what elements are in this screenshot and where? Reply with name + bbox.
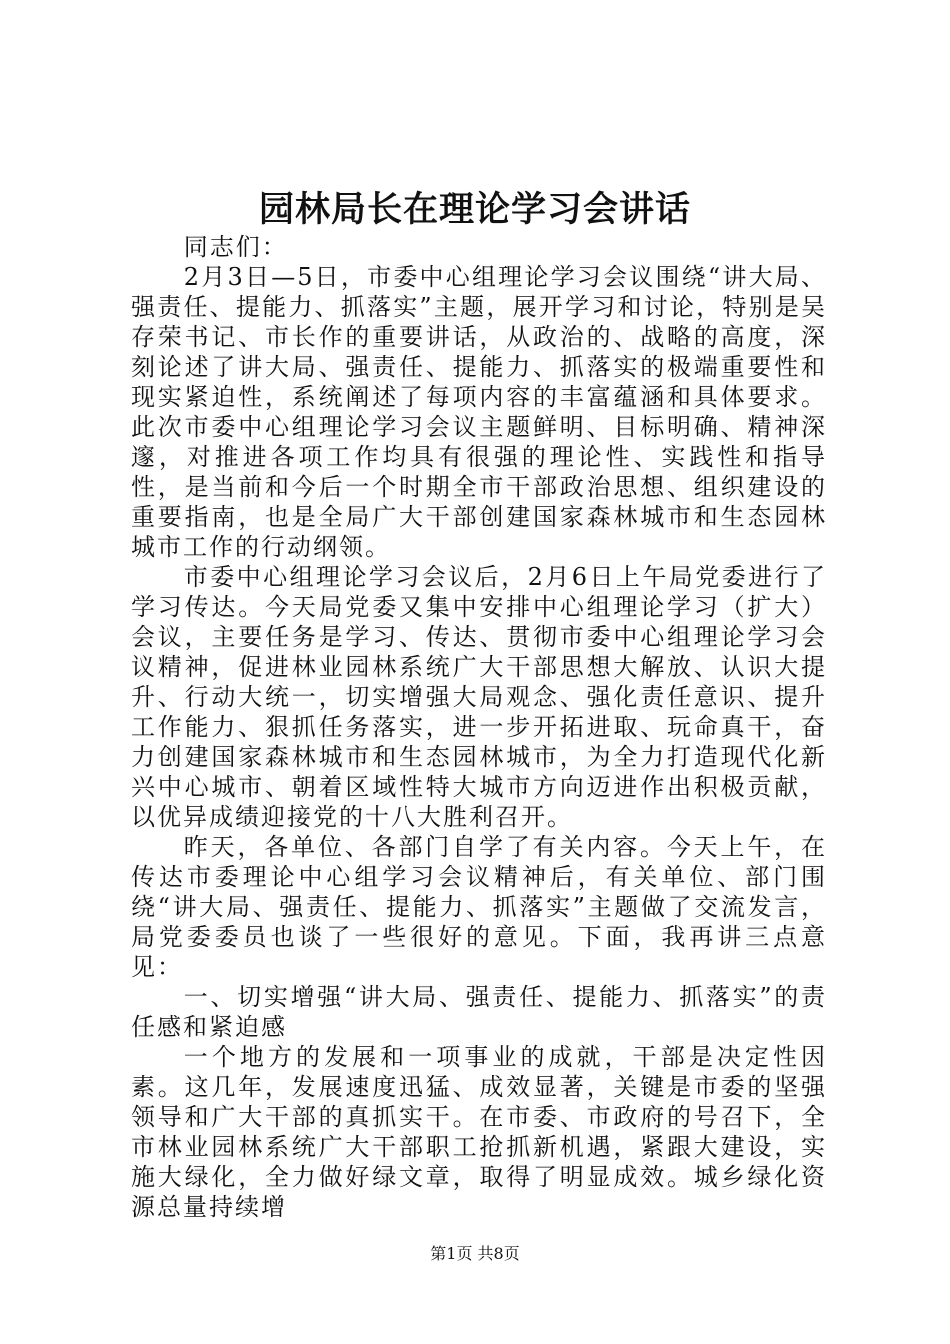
body-paragraph: 2月3日—5日，市委中心组理论学习会议围绕“讲大局、强责任、提能力、抓落实”主题，展开学习和讨论，特别是吴存荣书记、市长作的重要讲话，从政治的、战略的高度，深刻论述了讲大局、强责任、提能力、抓落实的极端重要性和现实紧迫性，系统阐述了每项内容的丰富蕴涵和具体要求。此次市委中心组理论学习会议主题鲜明、目标明确、精神深邃，对推进各项工作均具有很强的理论性、实践性和指导性，是当前和今后一个时期全市干部政治思想、组织建设的重要指南，也是全局广大干部创建国家森林城市和生态园林城市工作的行动纲领。 xyxy=(131,263,827,561)
body-paragraph: 一个地方的发展和一项事业的成就，干部是决定性因素。这几年，发展速度迅猛、成效显著，关键是市委的坚强领导和广大干部的真抓实干。在市委、市政府的号召下，全市林业园林系统广大干部职工抢抓新机遇，紧跟大建设，实施大绿化，全力做好绿文章，取得了明显成效。城乡绿化资源总量持续增 xyxy=(131,1043,827,1221)
document-title: 园林局长在理论学习会讲话 xyxy=(258,189,691,230)
section-heading: 一、切实增强“讲大局、强责任、提能力、抓落实”的责任感和紧迫感 xyxy=(131,983,827,1041)
page-footer: 第1页 共8页 xyxy=(430,1244,520,1263)
body-paragraph: 市委中心组理论学习会议后，2月6日上午局党委进行了学习传达。今天局党委又集中安排中心组理论学习（扩大）会议，主要任务是学习、传达、贯彻市委中心组理论学习会议精神，促进林业园林系统广大干部思想大解放、认识大提升、行动大统一，切实增强大局观念、强化责任意识、提升工作能力、狠抓任务落实，进一步开拓进取、玩命真干，奋力创建国家森林城市和生态园林城市，为全力打造现代化新兴中心城市、朝着区域性特大城市方向迈进作出积极贡献，以优异成绩迎接党的十八大胜利召开。 xyxy=(131,563,827,831)
document-body xyxy=(131,232,827,1222)
salutation-paragraph: 同志们： xyxy=(183,233,288,261)
body-paragraph: 昨天，各单位、各部门自学了有关内容。今天上午，在传达市委理论中心组学习会议精神后，有关单位、部门围绕“讲大局、强责任、提能力、抓落实”主题做了交流发言，局党委委员也谈了一些很好的意见。下面，我再讲三点意见： xyxy=(131,833,827,981)
